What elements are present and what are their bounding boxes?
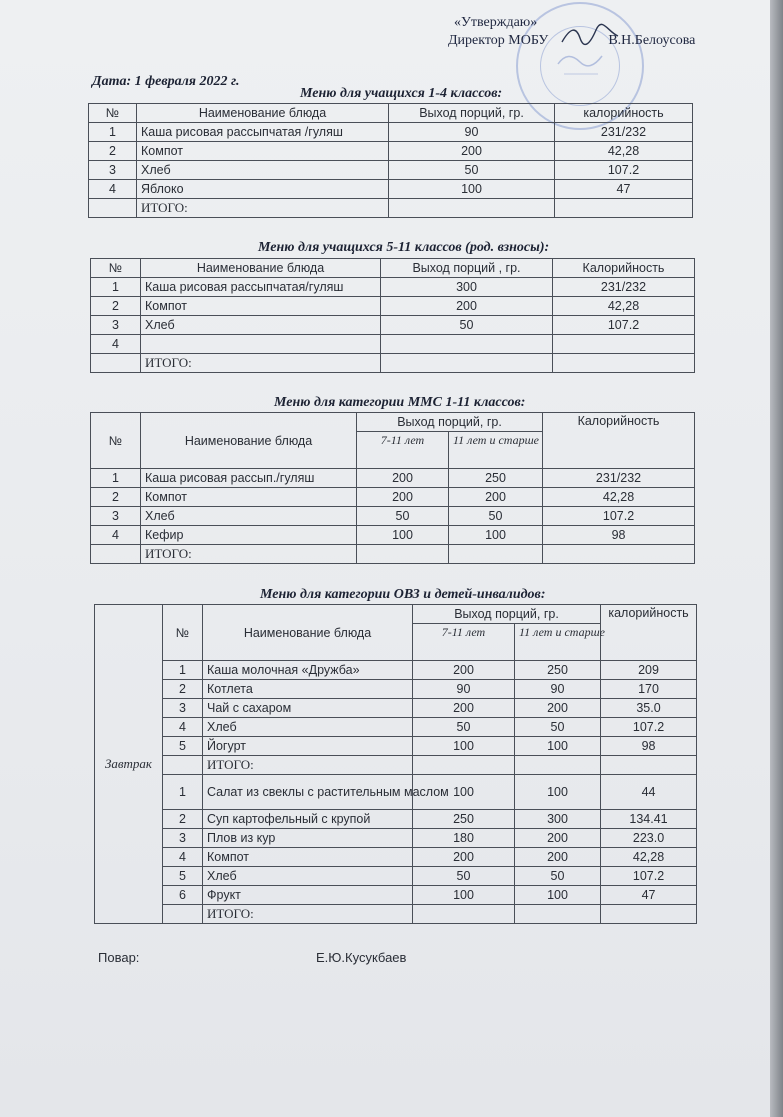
table-row: 1 Каша рисовая рассыпчатая/гуляш 300 231/232 bbox=[91, 278, 695, 297]
table-row: 1 Салат из свеклы с растительным маслом 100 100 44 bbox=[95, 775, 697, 810]
col-calories: калорийность bbox=[555, 104, 693, 123]
col-number: № bbox=[89, 104, 137, 123]
table-row: 2 Компот 200 42,28 bbox=[91, 297, 695, 316]
menu-table-ovz bbox=[94, 604, 697, 924]
director-label: Директор МОБУ bbox=[448, 33, 549, 48]
col-dish: Наименование блюда bbox=[141, 413, 357, 469]
table-row: 4 Компот 200 200 42,28 bbox=[95, 848, 697, 867]
cook-label: Повар: bbox=[98, 950, 140, 965]
col-dish: Наименование блюда bbox=[137, 104, 389, 123]
col-calories: Калорийность bbox=[543, 413, 695, 469]
col-age-11-plus: 11 лет и старше bbox=[515, 624, 601, 661]
table-header-row bbox=[91, 259, 695, 278]
menu-table-mms bbox=[90, 412, 695, 564]
table-row: 1 Каша молочная «Дружба» 200 250 209 bbox=[95, 661, 697, 680]
total-row: ИТОГО: bbox=[91, 354, 695, 373]
table-row: 5 Хлеб 50 50 107.2 bbox=[95, 867, 697, 886]
table-row: 3 Плов из кур 180 200 223.0 bbox=[95, 829, 697, 848]
total-row: ИТОГО: bbox=[91, 545, 695, 564]
table-row: 4 Яблоко 100 47 bbox=[89, 180, 693, 199]
col-calories: калорийность bbox=[601, 605, 697, 661]
signature-icon bbox=[560, 22, 620, 48]
menu-table-1-4 bbox=[88, 103, 693, 218]
col-number: № bbox=[163, 605, 203, 661]
cook-name: Е.Ю.Кусукбаев bbox=[316, 950, 407, 965]
table-row: 5 Йогурт 100 100 98 bbox=[95, 737, 697, 756]
table-header-row bbox=[95, 605, 697, 624]
table-row: 1 Каша рисовая рассып./гуляш 200 250 231/232 bbox=[91, 469, 695, 488]
table-header-row bbox=[89, 104, 693, 123]
total-row: ИТОГО: bbox=[95, 756, 697, 775]
col-portion: Выход порций, гр. bbox=[389, 104, 555, 123]
table-row: 4 Хлеб 50 50 107.2 bbox=[95, 718, 697, 737]
table-row: 4 Кефир 100 100 98 bbox=[91, 526, 695, 545]
t4-caption: Меню для категории ОВЗ и детей-инвалидов: bbox=[260, 587, 546, 602]
col-calories: Калорийность bbox=[553, 259, 695, 278]
col-age-11-plus: 11 лет и старше bbox=[449, 432, 543, 469]
col-number: № bbox=[91, 259, 141, 278]
table-row: 3 Хлеб 50 50 107.2 bbox=[91, 507, 695, 526]
table-row: 2 Компот 200 200 42,28 bbox=[91, 488, 695, 507]
table-row: 1 Каша рисовая рассыпчатая /гуляш 90 231/232 bbox=[89, 123, 693, 142]
table-row: 3 Хлеб 50 107.2 bbox=[89, 161, 693, 180]
total-row: ИТОГО: bbox=[89, 199, 693, 218]
director-name: В.Н.Белоусова bbox=[608, 33, 696, 48]
table-row: 3 Хлеб 50 107.2 bbox=[91, 316, 695, 335]
col-age-7-11: 7-11 лет bbox=[357, 432, 449, 469]
col-portion: Выход порций, гр. bbox=[413, 605, 601, 624]
col-number: № bbox=[91, 413, 141, 469]
col-dish: Наименование блюда bbox=[203, 605, 413, 661]
table-row: 2 Котлета 90 90 170 bbox=[95, 680, 697, 699]
col-portion: Выход порций , гр. bbox=[381, 259, 553, 278]
total-row: ИТОГО: bbox=[95, 905, 697, 924]
col-portion: Выход порций, гр. bbox=[357, 413, 543, 432]
t1-caption: Меню для учащихся 1-4 классов: bbox=[300, 86, 503, 101]
table-header-row bbox=[91, 413, 695, 432]
col-age-7-11: 7-11 лет bbox=[413, 624, 515, 661]
table-row: 3 Чай с сахаром 200 200 35.0 bbox=[95, 699, 697, 718]
col-dish: Наименование блюда bbox=[141, 259, 381, 278]
paper-edge bbox=[770, 0, 783, 1117]
approve-title: «Утверждаю» bbox=[454, 15, 538, 30]
table-row: 2 Компот 200 42,28 bbox=[89, 142, 693, 161]
meal-label-breakfast: Завтрак bbox=[95, 605, 163, 924]
t3-caption: Меню для категории ММС 1-11 классов: bbox=[274, 395, 526, 410]
menu-table-5-11 bbox=[90, 258, 695, 373]
table-row: 2 Суп картофельный с крупой 250 300 134.41 bbox=[95, 810, 697, 829]
t2-caption: Меню для учащихся 5-11 классов (род. взносы): bbox=[258, 240, 550, 255]
table-row: 6 Фрукт 100 100 47 bbox=[95, 886, 697, 905]
document-date: Дата: 1 февраля 2022 г. bbox=[92, 74, 240, 89]
table-row: 4 bbox=[91, 335, 695, 354]
